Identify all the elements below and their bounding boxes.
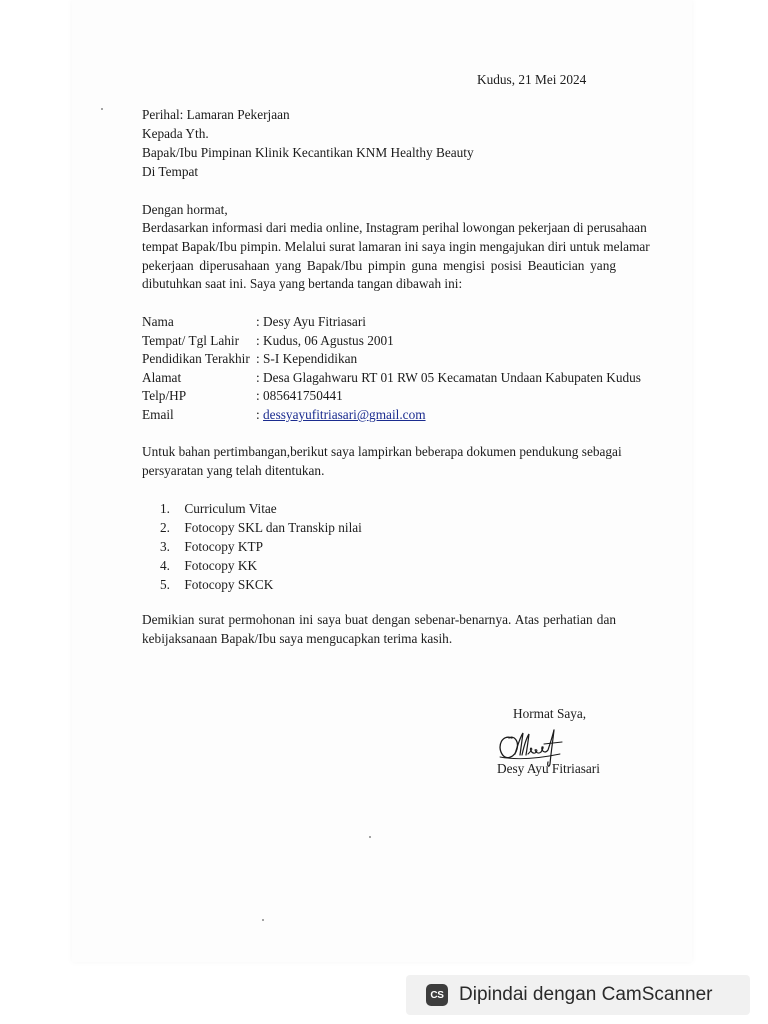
camscanner-watermark — [406, 975, 750, 1015]
closing-line: Demikian surat permohonan ini saya buat dengan sebenar-benarnya. Atas perhatian dan — [142, 612, 616, 627]
email-link[interactable]: dessyayufitriasari@gmail.com — [263, 406, 426, 422]
detail-label: Nama — [142, 314, 174, 329]
list-number: 4. — [160, 557, 170, 573]
greeting: Dengan hormat, — [142, 202, 228, 217]
list-item — [142, 519, 362, 538]
email-prefix: : — [256, 406, 264, 422]
detail-value: : Kudus, 06 Agustus 2001 — [256, 332, 394, 348]
subject-line: Perihal: Lamaran Pekerjaan — [142, 107, 290, 122]
closing-line: kebijaksanaan Bapak/Ibu saya mengucapkan terima kasih. — [142, 630, 453, 646]
detail-label: Email — [142, 406, 174, 422]
list-item — [142, 576, 362, 595]
watermark-text: Dipindai dengan CamScanner — [459, 984, 713, 1005]
attachment-line: Untuk bahan pertimbangan,berikut saya lampirkan beberapa dokumen pendukung sebagai — [142, 444, 622, 459]
intro-paragraph — [142, 219, 650, 294]
list-number: 1. — [160, 501, 170, 516]
intro-line: tempat Bapak/Ibu pimpin. Melalui surat lamaran ini saya ingin mengajukan diri untuk melamar — [142, 238, 650, 254]
list-number: 2. — [160, 519, 170, 535]
detail-value: : Desy Ayu Fitriasari — [256, 314, 366, 329]
attachment-line: persyaratan yang telah ditentukan. — [142, 462, 325, 478]
sign-off: Hormat Saya, — [513, 706, 587, 721]
intro-line: dibutuhkan saat ini. Saya yang bertanda tangan dibawah ini: — [142, 276, 463, 292]
list-item — [142, 538, 362, 557]
list-item — [142, 500, 362, 519]
document-list — [142, 500, 362, 594]
detail-value: : Desa Glagahwaru RT 01 RW 05 Kecamatan Undaan Kabupaten Kudus — [256, 369, 641, 385]
addressee-line: Kepada Yth. — [142, 126, 209, 141]
closing-paragraph — [142, 611, 616, 649]
detail-label: Tempat/ Tgl Lahir — [142, 332, 240, 348]
list-number: 5. — [160, 576, 170, 592]
scan-speck — [262, 919, 264, 921]
scan-speck — [369, 836, 371, 838]
letter-date: Kudus, 21 Mei 2024 — [477, 72, 587, 87]
detail-label: Alamat — [142, 369, 182, 385]
detail-label: Telp/HP — [142, 388, 187, 404]
place-line: Di Tempat — [142, 164, 199, 179]
signer-name: Desy Ayu Fitriasari — [497, 761, 600, 776]
list-label: Curriculum Vitae — [184, 501, 277, 516]
intro-line: Berdasarkan informasi dari media online, Instagram perihal lowongan pekerjaan di perusahaan — [142, 220, 647, 235]
list-label: Fotocopy KTP — [184, 538, 264, 554]
list-item — [142, 557, 362, 576]
detail-value: : S-I Kependidikan — [256, 351, 358, 367]
list-number: 3. — [160, 538, 170, 554]
list-label: Fotocopy KK — [184, 557, 258, 573]
intro-line: pekerjaan diperusahaan yang Bapak/Ibu pimpin guna mengisi posisi Beautician yang — [142, 257, 616, 273]
scan-speck — [101, 108, 103, 110]
camscanner-logo-icon: CS — [426, 984, 448, 1006]
detail-value — [256, 406, 426, 425]
attachment-paragraph — [142, 443, 622, 481]
list-label: Fotocopy SKL dan Transkip nilai — [184, 519, 362, 535]
recipient-line: Bapak/Ibu Pimpinan Klinik Kecantikan KNM Healthy Beauty — [142, 145, 474, 160]
detail-label: Pendidikan Terakhir — [142, 351, 250, 367]
detail-value: : 085641750441 — [256, 388, 343, 404]
list-label: Fotocopy SKCK — [184, 576, 274, 592]
